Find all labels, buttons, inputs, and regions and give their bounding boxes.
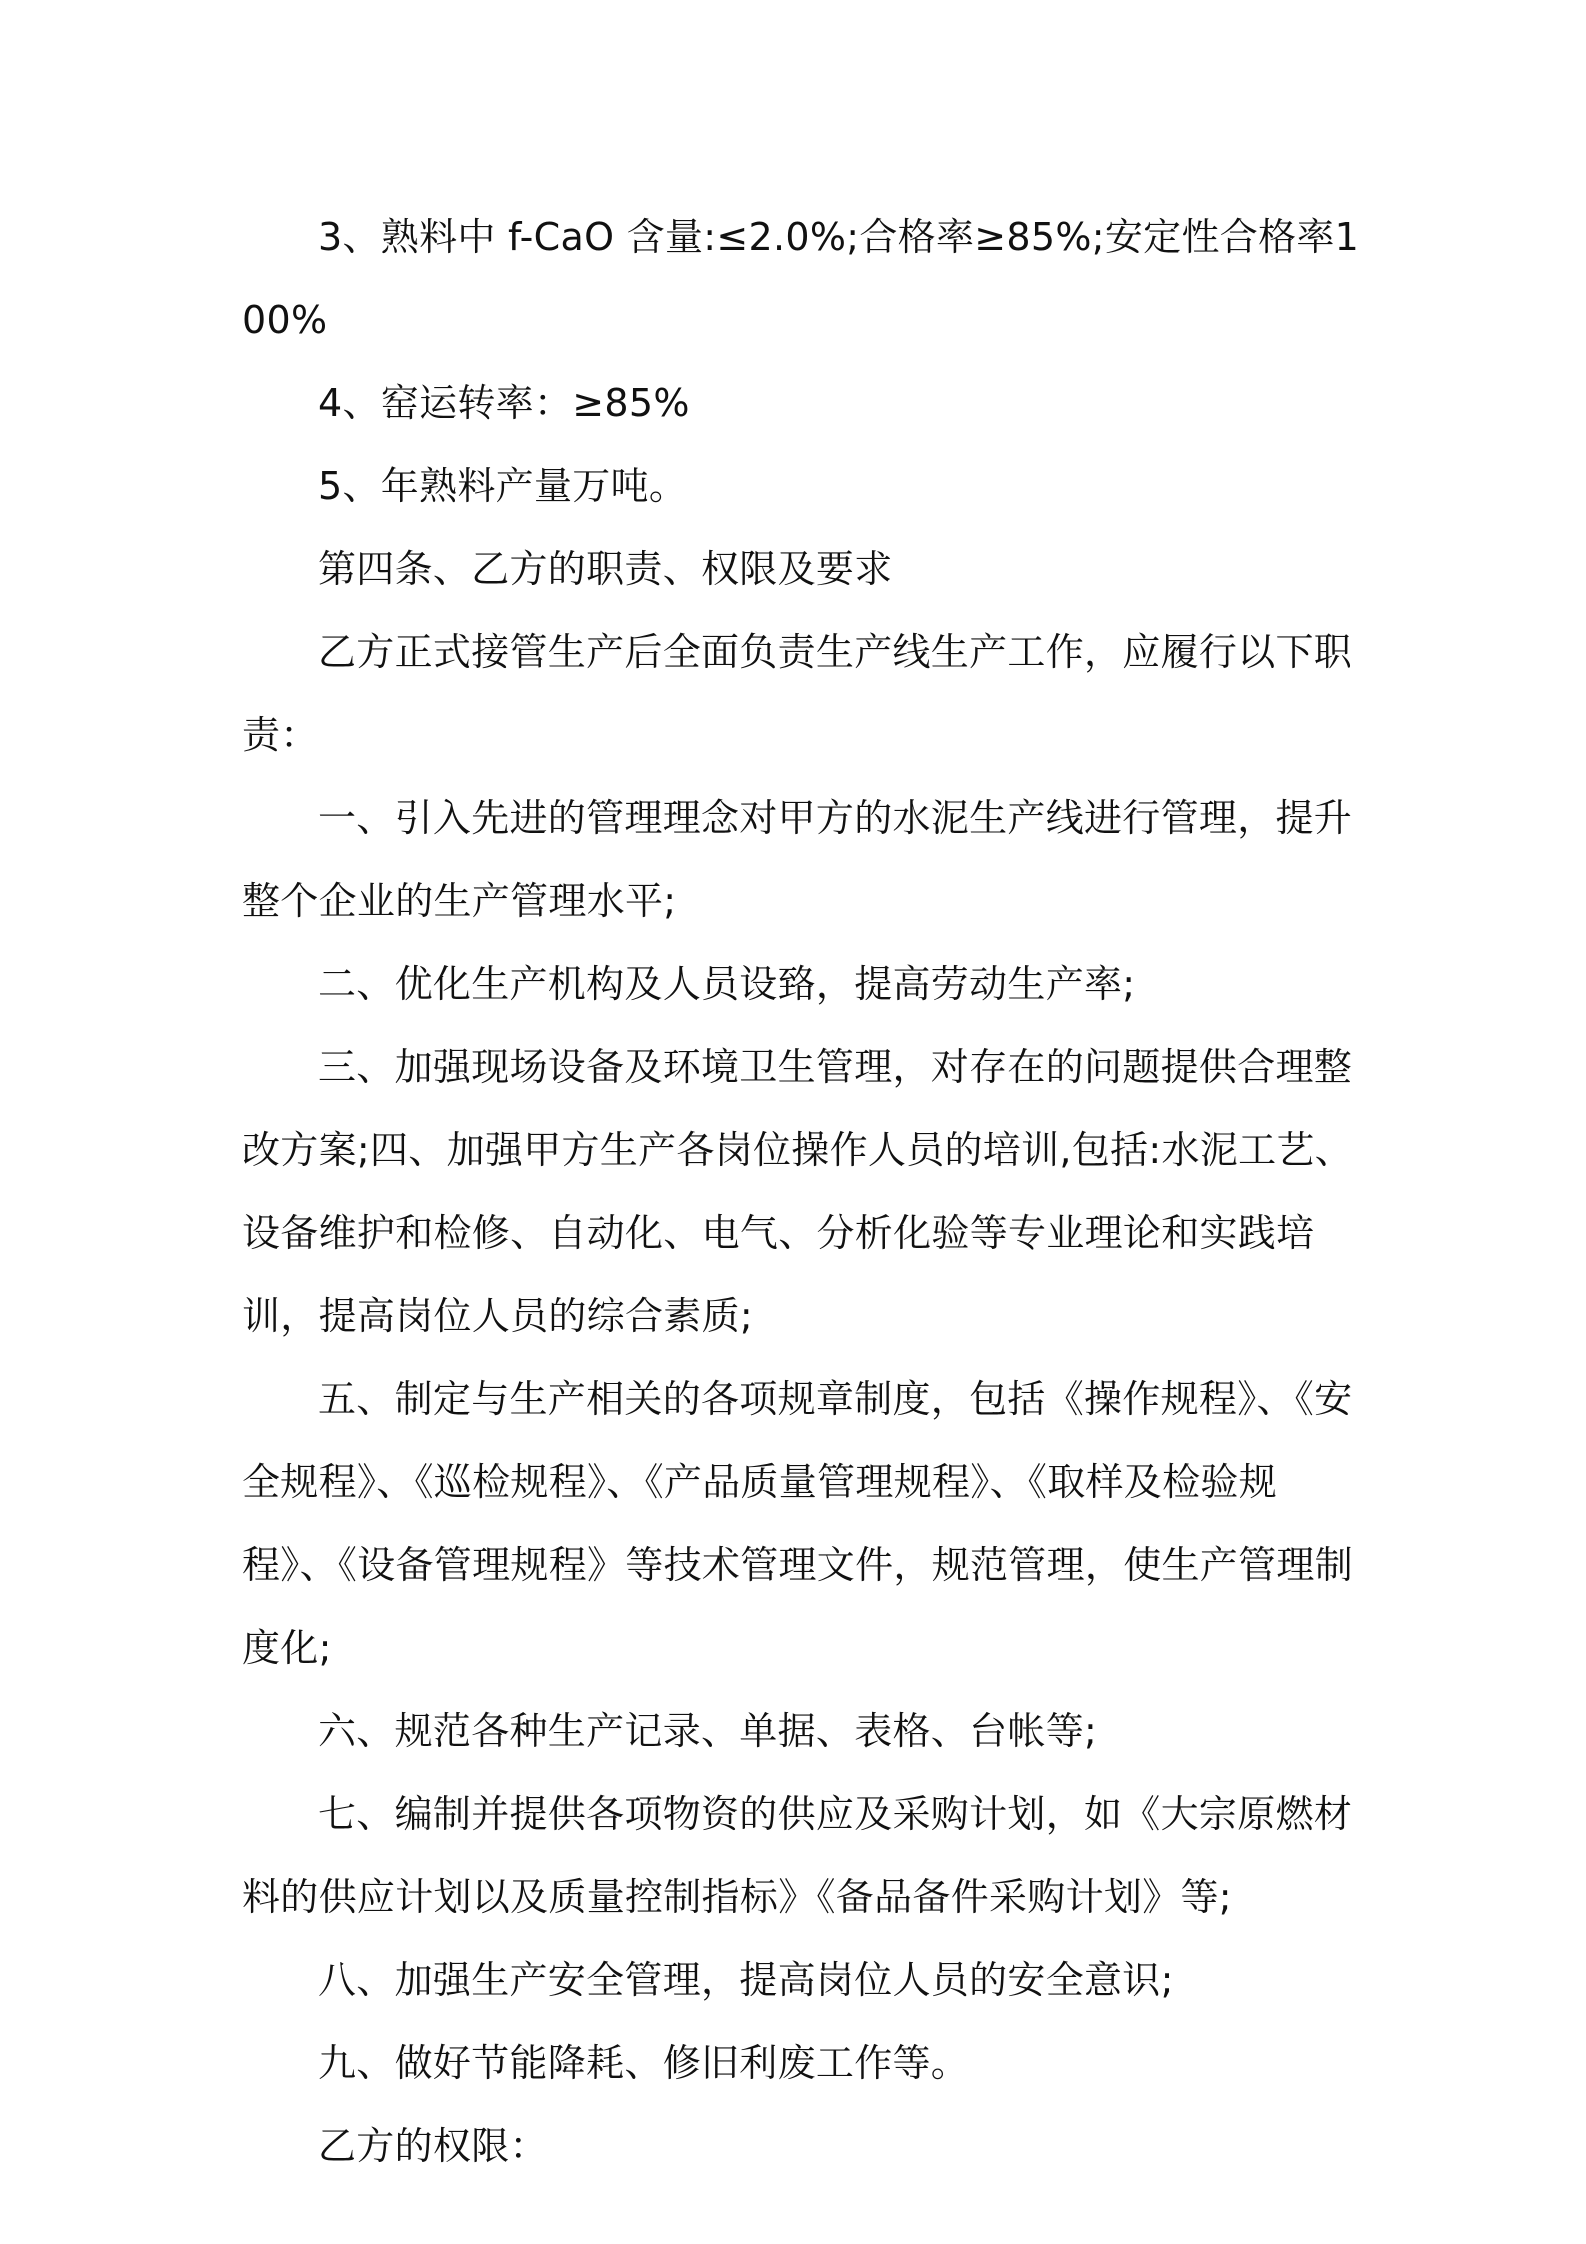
paragraph-duty-seven: 七、编制并提供各项物资的供应及采购计划，如《大宗原燃材料的供应计划以及质量控制指标》《备品备件采购计划》等; bbox=[242, 1792, 1353, 1919]
paragraph-duty-three-four: 三、加强现场设备及环境卫生管理，对存在的问题提供合理整改方案;四、加强甲方生产各岗位操作人员的培训,包括:水泥工艺、设备维护和检修、自动化、电气、分析化验等专业理论和实践培训，提高岗位人员的综合素质; bbox=[242, 1045, 1353, 1338]
paragraph-duty-six: 六、规范各种生产记录、单据、表格、台帐等; bbox=[318, 1709, 1098, 1753]
document-body bbox=[242, 196, 1362, 2188]
paragraph-duty-two: 二、优化生产机构及人员设臵，提高劳动生产率; bbox=[318, 962, 1136, 1006]
paragraph-authority-heading: 乙方的权限： bbox=[318, 2124, 548, 2168]
paragraph-duty-one: 一、引入先进的管理理念对甲方的水泥生产线进行管理，提升整个企业的生产管理水平; bbox=[242, 796, 1353, 923]
paragraph-clinker-fcao: 3、熟料中 f-CaO 含量:≤2.0%;合格率≥85%;安定性合格率100% bbox=[242, 215, 1360, 342]
paragraph-annual-output: 5、年熟料产量万吨。 bbox=[318, 464, 688, 508]
section-heading-article-four: 第四条、乙方的职责、权限及要求 bbox=[318, 547, 893, 591]
paragraph-duty-nine: 九、做好节能降耗、修旧利废工作等。 bbox=[318, 2041, 970, 2085]
paragraph-duties-intro: 乙方正式接管生产后全面负责生产线生产工作，应履行以下职责： bbox=[242, 630, 1353, 757]
paragraph-kiln-rate: 4、窑运转率：≥85% bbox=[318, 381, 690, 425]
paragraph-duty-five: 五、制定与生产相关的各项规章制度，包括《操作规程》、《安全规程》、《巡检规程》、《产品质量管理规程》、《取样及检验规程》、《设备管理规程》等技术管理文件，规范管理，使生产管理制度化; bbox=[242, 1377, 1354, 1670]
paragraph-duty-eight: 八、加强生产安全管理，提高岗位人员的安全意识; bbox=[318, 1958, 1174, 2002]
